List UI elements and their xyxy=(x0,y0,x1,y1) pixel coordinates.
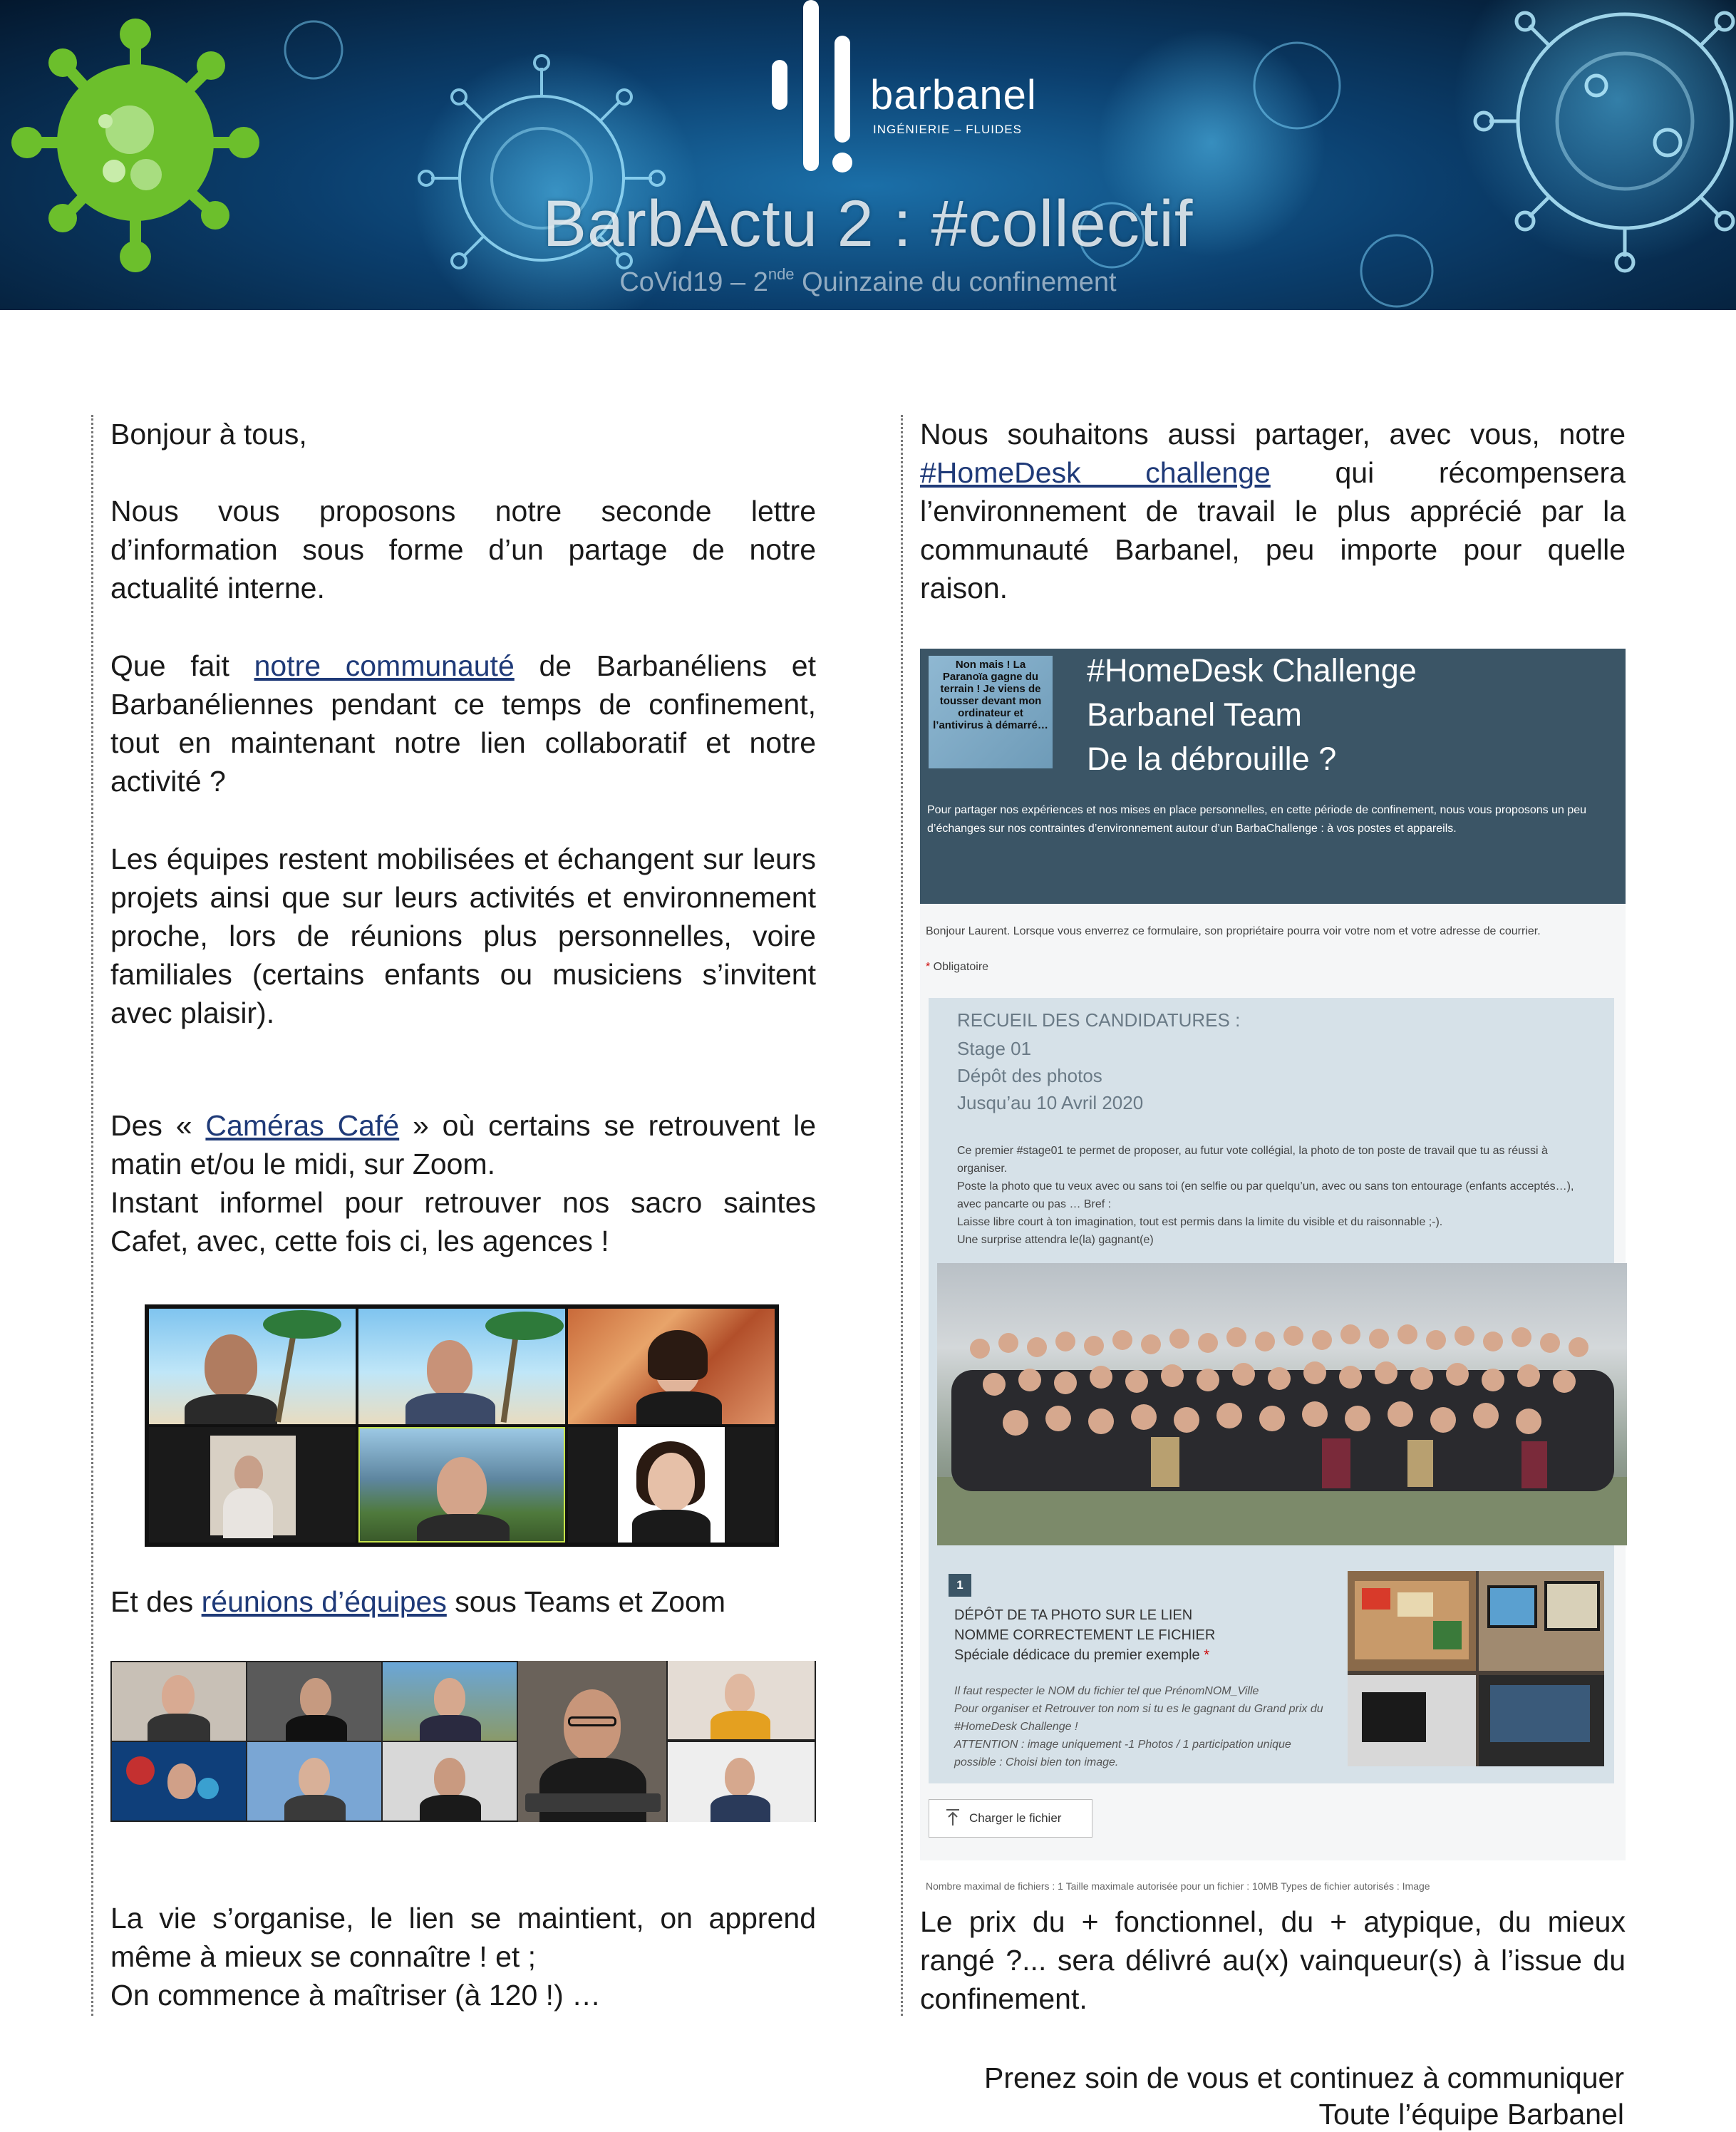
video-tile xyxy=(112,1742,246,1821)
informal-paragraph: Instant informel pour retrouver nos sacro saintes Cafet, avec, cette fois ci, les agences ! xyxy=(110,1186,816,1257)
left-column xyxy=(91,415,815,2016)
video-tile xyxy=(668,1661,815,1739)
video-tile xyxy=(383,1742,517,1821)
team-group-photo xyxy=(937,1263,1627,1545)
video-tile-speaker xyxy=(518,1661,666,1822)
form-greeting: Bonjour Laurent. Lorsque vous enverrez ce formulaire, son propriétaire pourra voir votre nom et votre adresse de courrier. xyxy=(926,925,1541,937)
upload-icon xyxy=(945,1808,961,1827)
closing-wish: Prenez soin de vous et continuez à communiquer xyxy=(984,2061,1624,2094)
video-tile xyxy=(568,1427,775,1543)
intro-paragraph: Nous vous proposons notre seconde lettre d’information sous forme d’un partage de notre actualité interne. xyxy=(110,495,816,604)
video-tile xyxy=(358,1309,565,1424)
video-tile xyxy=(668,1742,815,1822)
upload-question xyxy=(929,1561,1614,1783)
upload-limits: Nombre maximal de fichiers : 1 Taille maximale autorisée pour un fichier : 10MB Types de fichier autorisés : Image xyxy=(926,1880,1430,1892)
team-meetings-paragraph: Et des réunions d’équipes sous Teams et Zoom xyxy=(110,1585,726,1618)
recueil-deadline: Jusqu’au 10 Avril 2020 xyxy=(957,1092,1144,1113)
newsletter-subtitle: CoVid19 – 2nde Quinzaine du confinement xyxy=(619,265,1117,297)
question-help: Il faut respecter le NOM du fichier tel que PrénomNOM_Ville Pour organiser et Retrouver ton nom si tu es le gagnant du Grand prix du #HomeDesk Challenge ! ATTENTION : image uniquement -1 Photos / 1 participation unique possible : Choisi bien ton image. xyxy=(954,1685,1323,1768)
brand-tagline: INGÉNIERIE – FLUIDES xyxy=(873,123,1022,136)
community-link[interactable]: notre communauté xyxy=(254,649,515,682)
team-meetings-link[interactable]: réunions d’équipes xyxy=(201,1585,447,1618)
form-title: #HomeDesk Challenge Barbanel Team De la débrouille ? xyxy=(1087,652,1417,777)
community-paragraph: Que fait notre communauté de Barbanéliens et Barbanéliennes pendant ce temps de confinement, tout en maintenant notre lien collaboratif et notre activité ? xyxy=(110,649,816,798)
camera-cafe-link[interactable]: Caméras Café xyxy=(205,1109,400,1142)
video-tile-active-speaker xyxy=(358,1427,565,1543)
video-tile xyxy=(383,1662,517,1741)
barbanel-logo xyxy=(766,0,1080,178)
recueil-section xyxy=(929,998,1614,1561)
question-title-line2: NOMME CORRECTEMENT LE FICHIER xyxy=(954,1627,1216,1643)
brand-name: barbanel xyxy=(870,72,1037,118)
camera-cafe-paragraph: Des « Caméras Café » où certains se retrouvent le matin et/ou le midi, sur Zoom. xyxy=(110,1109,817,1180)
homedesk-paragraph: Nous souhaitons aussi partager, avec vous, notre #HomeDesk challenge qui récompensera l’environnement de travail le plus apprécié par la communauté Barbanel, peu importe pour quelle raison. xyxy=(920,418,1626,604)
header-banner xyxy=(0,0,1736,310)
homedesk-challenge-link[interactable]: #HomeDesk challenge xyxy=(920,456,1271,489)
teams-meeting-screenshot xyxy=(110,1661,816,1822)
question-number: 1 xyxy=(949,1574,971,1597)
upload-file-button[interactable] xyxy=(929,1799,1092,1838)
recueil-deposit: Dépôt des photos xyxy=(957,1065,1102,1086)
question-title-line1: DÉPÔT DE TA PHOTO SUR LE LIEN xyxy=(954,1607,1193,1623)
prize-paragraph: Le prix du + fonctionnel, du + atypique, du mieux rangé ?... sera délivré au(x) vainqueur(s) à l’issue du confinement. xyxy=(920,1905,1626,2015)
barbanel-logo-mark-icon xyxy=(766,0,866,178)
recueil-stage: Stage 01 xyxy=(957,1038,1032,1059)
homedesk-form-screenshot xyxy=(920,649,1626,1892)
video-tile xyxy=(247,1662,381,1741)
video-tile xyxy=(568,1309,775,1424)
video-tile xyxy=(149,1427,356,1543)
newsletter-title: BarbActu 2 : #collectif xyxy=(542,187,1194,260)
closing-paragraph: La vie s’organise, le lien se maintient, on apprend même à mieux se connaître ! et ; On commence à maîtriser (à 120 !) … xyxy=(110,1902,816,2012)
recueil-heading: RECUEIL DES CANDIDATURES : xyxy=(957,1009,1241,1031)
teams-paragraph: Les équipes restent mobilisées et échangent sur leurs projets ainsi que sur leurs activités et environnement proche, lors de réunions plus personnelles, voire familiales (certains enfants ou musiciens s’invitent avec plaisir). xyxy=(110,843,816,1029)
home-desk-photo xyxy=(1348,1571,1604,1766)
video-tile xyxy=(149,1309,356,1424)
signature: Toute l’équipe Barbanel xyxy=(1318,2098,1624,2131)
meme-image: Non mais ! La Paranoïa gagne du terrain ! Je viens de tousser devant mon ordinateur et l’antivirus à démarré… xyxy=(929,656,1053,768)
recueil-description: Ce premier #stage01 te permet de proposer, au futur vote collégial, la photo de ton poste de travail que tu as réussi à organiser. Poste la photo que tu veux avec ou sans toi (en selfie ou par quelqu’un, avec ou sans ton entourage (enfants acceptés…), avec pancarte ou pas … Bref : Laisse libre court à ton imagination, tout est permis dans la limite du visible et du raisonnable ;-). Une surprise attendra le(la) gagnant(e) xyxy=(957,1145,1574,1246)
zoom-screenshot-camera-cafe xyxy=(145,1304,779,1547)
required-note: * Obligatoire xyxy=(926,961,989,973)
question-title-line3: Spéciale dédicace du premier exemple * xyxy=(954,1647,1209,1663)
video-tile xyxy=(247,1742,381,1821)
greeting: Bonjour à tous, xyxy=(110,418,307,450)
video-tile xyxy=(112,1662,246,1741)
right-column xyxy=(901,415,1624,2016)
upload-file-label: Charger le fichier xyxy=(969,1811,1062,1825)
form-header xyxy=(920,649,1626,904)
form-intro: Pour partager nos expériences et nos mises en place personnelles, en cette période de confinement, nous vous proposons un peu d’échanges sur nos contraintes d’environnement autour d’un BarbaChallenge : à vos postes et appareils. xyxy=(927,804,1587,835)
